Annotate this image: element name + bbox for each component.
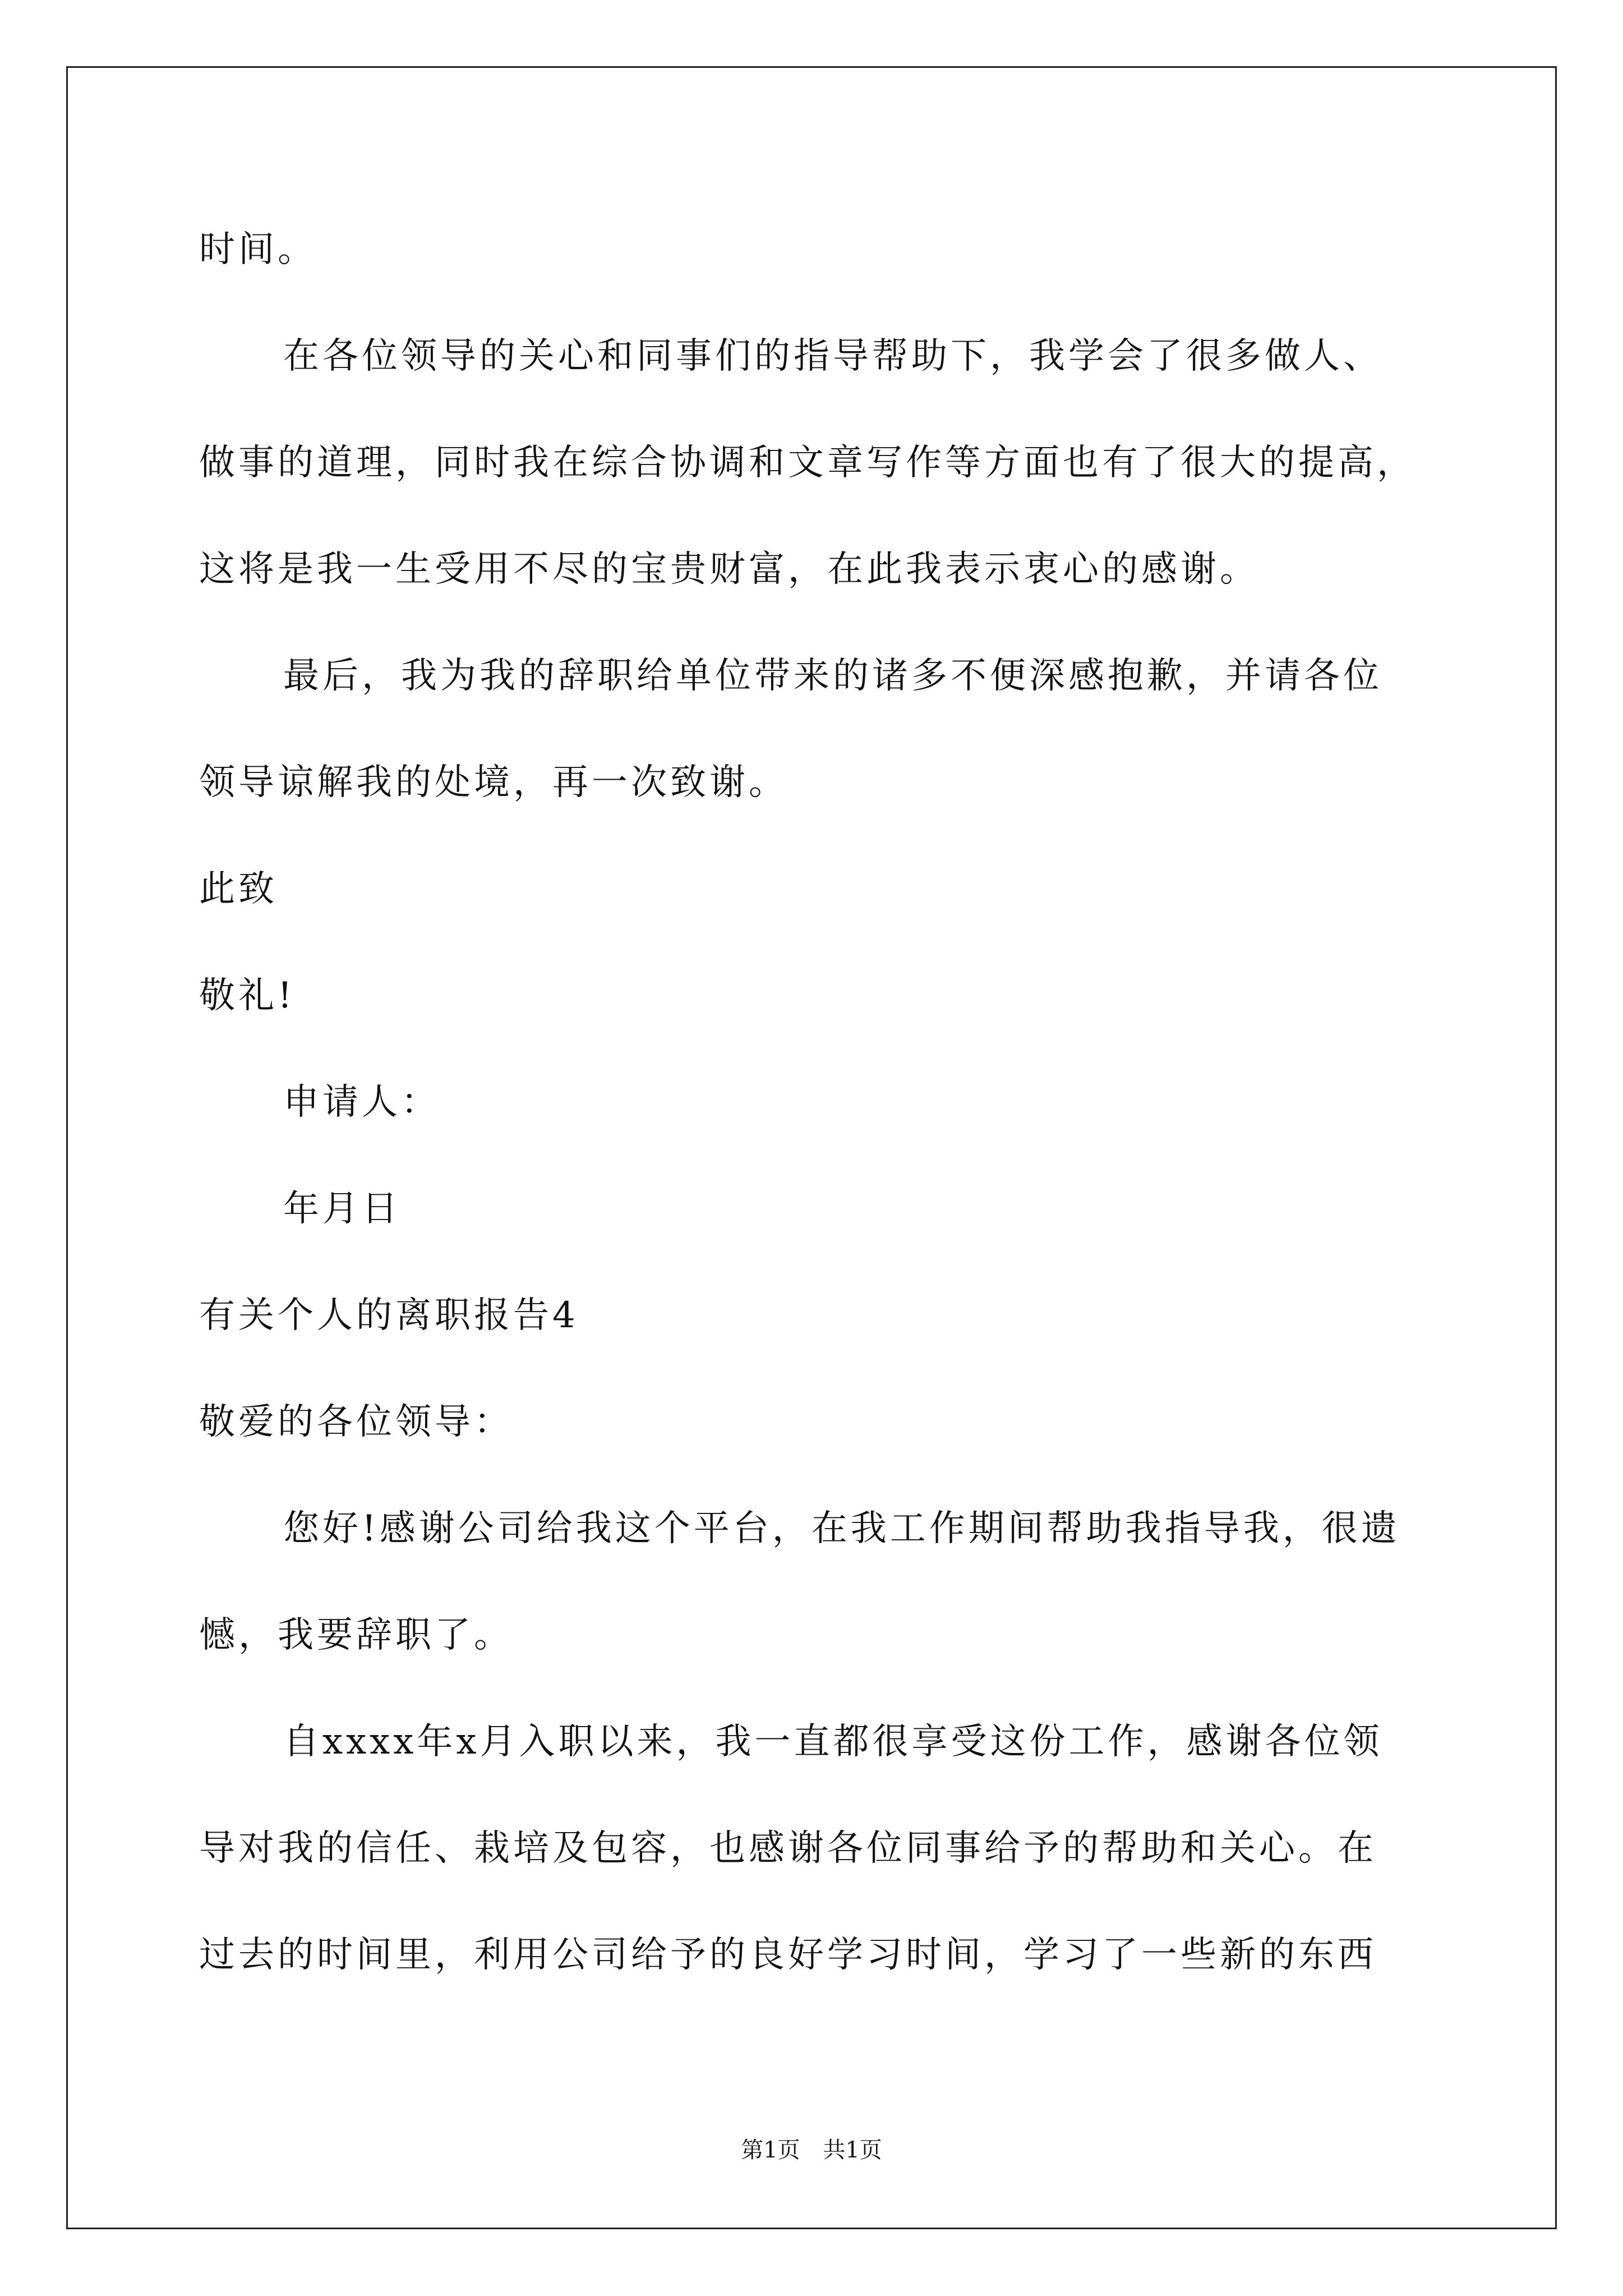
- text-line: 过去的时间里，利用公司给予的良好学习时间，学习了一些新的东西: [199, 1934, 1377, 1976]
- text-line: 自xxxx年x月入职以来，我一直都很享受这份工作，感谢各位领: [283, 1721, 1383, 1763]
- text-line: 这将是我一生受用不尽的宝贵财富，在此我表示衷心的感谢。: [199, 549, 1259, 590]
- text-line: 领导谅解我的处境，再一次致谢。: [199, 762, 788, 803]
- text-line: 敬礼!: [199, 975, 296, 1016]
- text-line: 年月日: [283, 1188, 401, 1230]
- text-line: 此致: [199, 868, 278, 910]
- text-line: 导对我的信任、栽培及包容，也感谢各位同事给予的帮助和关心。在: [199, 1828, 1377, 1869]
- text-line: 时间。: [199, 229, 317, 270]
- section-title: 有关个人的离职报告4: [199, 1295, 579, 1336]
- text-line: 在各位领导的关心和同事们的指导帮助下，我学会了很多做人、: [283, 335, 1382, 377]
- page-border: [66, 66, 1557, 2229]
- text-line: 憾，我要辞职了。: [199, 1614, 513, 1656]
- text-line: 做事的道理，同时我在综合协调和文章写作等方面也有了很大的提高，: [199, 442, 1416, 484]
- salutation: 敬爱的各位领导：: [199, 1401, 513, 1443]
- text-line: 您好!感谢公司给我这个平台，在我工作期间帮助我指导我，很遗: [283, 1508, 1400, 1549]
- page-footer: [0, 2136, 1623, 2164]
- text-line: 最后，我为我的辞职给单位带来的诸多不便深感抱歉，并请各位: [283, 655, 1382, 697]
- current-page-number: 第1页: [741, 2137, 800, 2163]
- text-line: 申请人：: [283, 1082, 440, 1123]
- total-pages: 共1页: [823, 2137, 882, 2163]
